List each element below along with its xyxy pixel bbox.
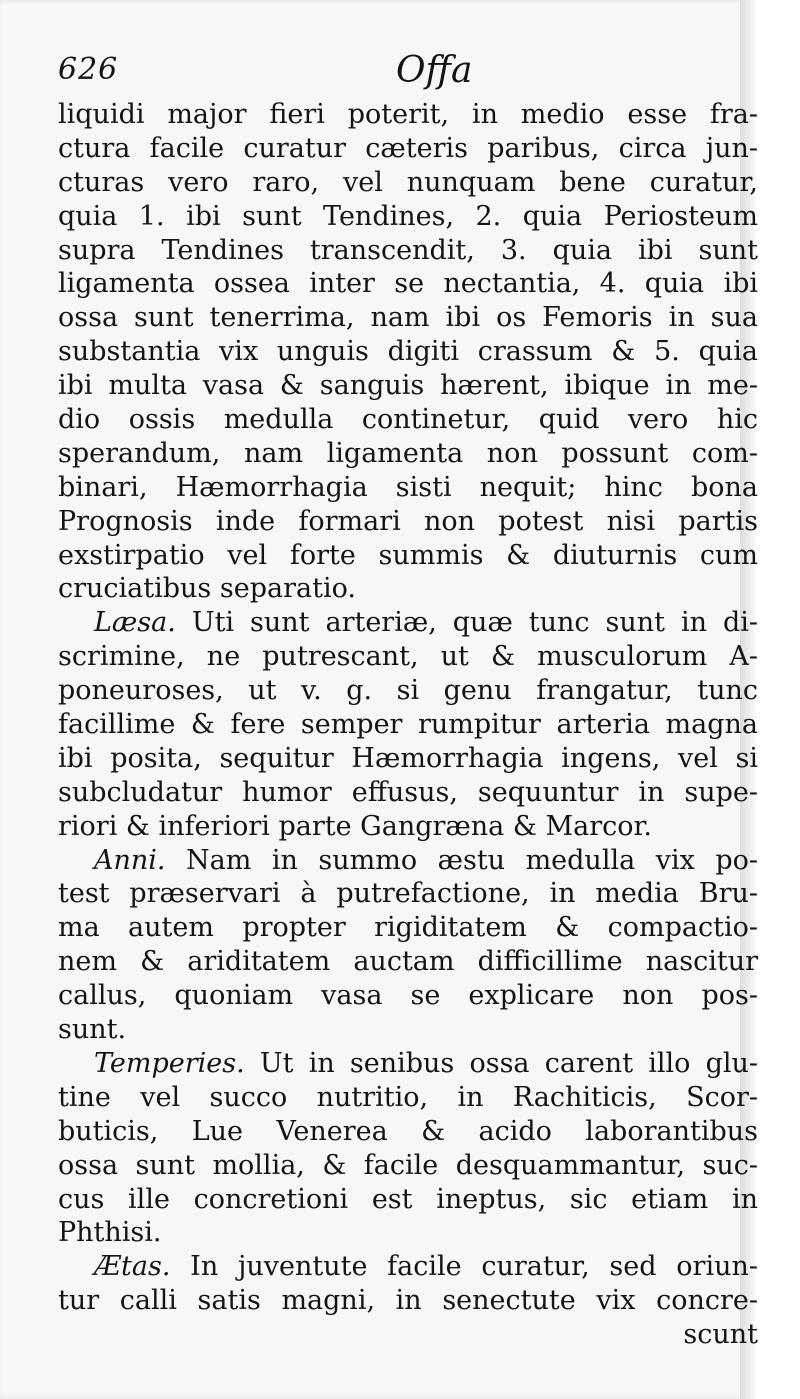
text-line: quia 1. ibi sunt Tendines, 2. quia Periosteum bbox=[58, 200, 758, 232]
running-head: Offa bbox=[396, 50, 473, 91]
text-line: ligamenta ossea inter se nectantia, 4. quia ibi bbox=[58, 268, 758, 300]
paragraph-lead-aetas: Ætas. bbox=[94, 1251, 171, 1283]
paragraph-text: Uti sunt arteriæ, quæ tunc sunt in di- bbox=[191, 607, 758, 639]
paragraph-lead-temperies: Temperies. bbox=[94, 1047, 245, 1079]
text-line: subcludatur humor effusus, sequuntur in supe- bbox=[58, 776, 758, 808]
text-line: supra Tendines transcendit, 3. quia ibi sunt bbox=[58, 234, 758, 266]
text-line: liquidi major fieri poterit, in medio esse fra- bbox=[58, 99, 758, 130]
text-line: poneuroses, ut v. g. si genu frangatur, tunc bbox=[58, 675, 758, 707]
text-line: ossa sunt mollia, & facile desquammantur, suc- bbox=[58, 1149, 758, 1181]
text-line: ctura facile curatur cæteris paribus, circa jun- bbox=[58, 132, 758, 164]
text-line: Prognosis inde formari non potest nisi partis bbox=[58, 505, 758, 537]
paragraph-first-line bbox=[58, 1250, 758, 1284]
text-line: cruciatibus separatio. bbox=[58, 573, 356, 605]
text-line: nem & ariditatem auctam difficillime nascitur bbox=[58, 946, 758, 978]
text-line: sunt. bbox=[58, 1014, 127, 1046]
text-line: buticis, Lue Venerea & acido laborantibus bbox=[58, 1115, 758, 1147]
text-line: cus ille concretioni est ineptus, sic etiam in bbox=[58, 1183, 758, 1215]
body-text bbox=[58, 98, 758, 1352]
text-line: ossa sunt tenerrima, nam ibi os Femoris in sua bbox=[58, 302, 758, 334]
text-line: riori & inferiori parte Gangræna & Marcor. bbox=[58, 810, 653, 842]
text-line: test præservari à putrefactione, in media Bru- bbox=[58, 878, 758, 910]
text-line: ibi multa vasa & sanguis hærent, ibique in me- bbox=[58, 370, 758, 402]
paragraph-text: In juventute facile curatur, sed oriun- bbox=[190, 1251, 758, 1283]
paragraph-first-line bbox=[58, 606, 758, 640]
paragraph-first-line bbox=[58, 844, 758, 878]
paragraph-lead-anni: Anni. bbox=[94, 844, 166, 876]
text-line: exstirpatio vel forte summis & diuturnis cum bbox=[58, 539, 758, 571]
text-line: sperandum, nam ligamenta non possunt com- bbox=[58, 437, 758, 469]
catchword: scunt bbox=[683, 1319, 758, 1351]
text-line: ibi posita, sequitur Hæmorrhagia ingens, vel si bbox=[58, 742, 758, 774]
page-header bbox=[58, 52, 758, 100]
text-line: substantia vix unguis digiti crassum & 5. quia bbox=[58, 336, 758, 368]
text-line: scrimine, ne putrescant, ut & musculorum A- bbox=[58, 641, 758, 673]
paragraph-text: Ut in senibus ossa carent illo glu- bbox=[259, 1047, 758, 1079]
text-line: tur calli satis magni, in senectute vix concre- bbox=[58, 1285, 758, 1317]
paragraph-first-line bbox=[58, 1047, 758, 1081]
paragraph-text: Nam in summo æstu medulla vix po- bbox=[186, 844, 758, 876]
text-line: facillime & fere semper rumpitur arteria magna bbox=[58, 709, 758, 741]
text-line: binari, Hæmorrhagia sisti nequit; hinc bona bbox=[58, 471, 758, 503]
text-line: callus, quoniam vasa se explicare non pos- bbox=[58, 980, 758, 1012]
page-number: 626 bbox=[58, 52, 119, 87]
paragraph-lead-laesa: Læsa. bbox=[94, 607, 176, 639]
text-line: Phthisi. bbox=[58, 1217, 162, 1249]
text-line: dio ossis medulla continetur, quid vero hic bbox=[58, 404, 758, 436]
text-line: tine vel succo nutritio, in Rachiticis, Scor- bbox=[58, 1081, 758, 1113]
text-line: cturas vero raro, vel nunquam bene curatur, bbox=[58, 166, 758, 198]
text-line: ma autem propter rigiditatem & compactio- bbox=[58, 912, 758, 944]
